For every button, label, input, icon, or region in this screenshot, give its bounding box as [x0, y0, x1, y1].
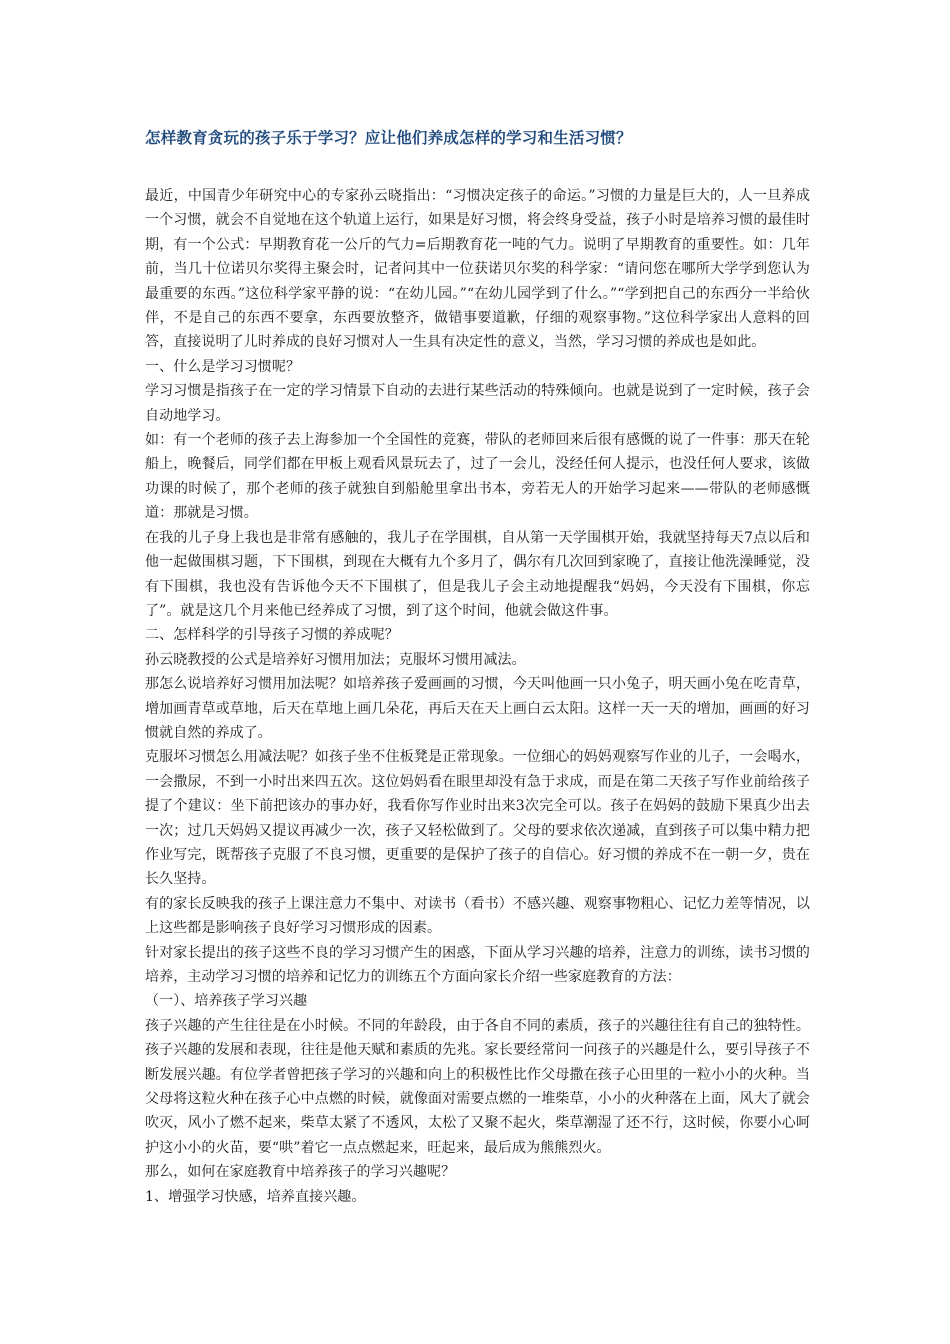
paragraph: 那怎么说培养好习惯用加法呢？如培养孩子爱画画的习惯，今天叫他画一只小兔子，明天画小兔在吃青草，增加画青草或草地，后天在草地上画几朵花，再后天在天上画白云太阳。这样一天一天的增加，画画的好习惯就自然的养成了。: [145, 676, 810, 741]
subsection-heading-1: （一）、培养孩子学习兴趣: [145, 993, 308, 1010]
paragraph: 如：有一个老师的孩子去上海参加一个全国性的竞赛，带队的老师回来后很有感慨的说了一件事：那天在轮船上，晚餐后，同学们都在甲板上观看风景玩去了，过了一会儿，没经任何人提示，也没任何人要求，该做功课的时候了，那个老师的孩子就独自到船舱里拿出书本，旁若无人的开始学习起来——带队的老师感慨道：那就是习惯。: [145, 432, 810, 522]
paragraph: 在我的儿子身上我也是非常有感触的，我儿子在学围棋，自从第一天学围棋开始，我就坚持每天7点以后和他一起做围棋习题，下下围棋，到现在大概有九个多月了，偶尔有几次回到家晚了，直接让他洗澡睡觉，没有下围棋，我也没有告诉他今天不下围棋了，但是我儿子会主动地提醒我“妈妈，今天没有下围棋，你忘了”。就是这几个月来他已经养成了习惯，到了这个时间，他就会做这件事。: [145, 529, 810, 619]
list-item-heading: 1、增强学习快感，培养直接兴趣。: [145, 1188, 366, 1205]
document-title: 怎样教育贪玩的孩子乐于学习？应让他们养成怎样的学习和生活习惯？: [145, 129, 632, 147]
paragraph: 有的家长反映我的孩子上课注意力不集中、对读书（看书）不感兴趣、观察事物粗心、记忆力差等情况，以上这些都是影响孩子良好学习习惯形成的因素。: [145, 895, 810, 937]
paragraph-intro: 最近，中国青少年研究中心的专家孙云晓指出：“习惯决定孩子的命运。”习惯的力量是巨大的，人一旦养成一个习惯，就会不自觉地在这个轨道上运行，如果是好习惯，将会终身受益，孩子小时是培养习惯的最佳时期，有一个公式：早期教育花一公斤的气力=后期教育花一吨的气力。说明了早期教育的重要性。如：几年前，当几十位诺贝尔奖得主聚会时，记者问其中一位获诺贝尔奖的科学家：“请问您在哪所大学学到您认为最重要的东西。”这位科学家平静的说：“在幼儿园。”“在幼儿园学到了什么。”“学到把自己的东西分一半给伙伴，不是自己的东西不要拿，东西要放整齐，做错事要道歉，仔细的观察事物。”这位科学家出人意料的回答，直接说明了儿时养成的良好习惯对人一生具有决定性的意义，当然，学习习惯的养成也是如此。: [145, 188, 810, 351]
section-heading-1: 一、什么是学习习惯呢？: [145, 358, 301, 375]
paragraph: 孩子兴趣的产生往往是在小时候。不同的年龄段，由于各自不同的素质，孩子的兴趣往往有自己的独特性。孩子兴趣的发展和表现，往往是他天赋和素质的先兆。家长要经常问一问孩子的兴趣是什么，要引导孩子不断发展兴趣。有位学者曾把孩子学习的兴趣和向上的积极性比作父母撒在孩子心田里的一粒小小的火种。当父母将这粒火种在孩子心中点燃的时候，就像面对需要点燃的一堆柴草，小小的火种落在上面，风大了就会吹灭，风小了燃不起来，柴草太紧了不透风，太松了又聚不起火，柴草潮湿了还不行，这时候，你要小心呵护这小小的火苗，要“哄”着它一点点燃起来，旺起来，最后成为熊熊烈火。: [145, 1017, 810, 1156]
document-body: [145, 184, 810, 1209]
section-heading-2: 二、怎样科学的引导孩子习惯的养成呢？: [145, 627, 399, 644]
paragraph: 学习习惯是指孩子在一定的学习情景下自动的去进行某些活动的特殊倾向。也就是说到了一定时候，孩子会自动地学习。: [145, 383, 810, 424]
paragraph: 针对家长提出的孩子这些不良的学习习惯产生的困惑，下面从学习兴趣的培养，注意力的训练，读书习惯的培养，主动学习习惯的培养和记忆力的训练五个方面向家长介绍一些家庭教育的方法：: [145, 944, 810, 985]
paragraph: 孙云晓教授的公式是培养好习惯用加法；克服坏习惯用减法。: [145, 651, 526, 668]
paragraph: 那么，如何在家庭教育中培养孩子的学习兴趣呢？: [145, 1164, 456, 1181]
paragraph: 克服坏习惯怎么用减法呢？如孩子坐不住板凳是正常现象。一位细心的妈妈观察写作业的儿子，一会喝水，一会撒尿，不到一小时出来四五次。这位妈妈看在眼里却没有急于求成，而是在第二天孩子写作业前给孩子提了个建议：坐下前把该办的事办好，我看你写作业时出来3次完全可以。孩子在妈妈的鼓励下果真少出去一次；过几天妈妈又提议再减少一次，孩子又轻松做到了。父母的要求依次递减，直到孩子可以集中精力把作业写完，既帮孩子克服了不良习惯，更重要的是保护了孩子的自信心。好习惯的养成不在一朝一夕，贵在长久坚持。: [145, 749, 810, 888]
